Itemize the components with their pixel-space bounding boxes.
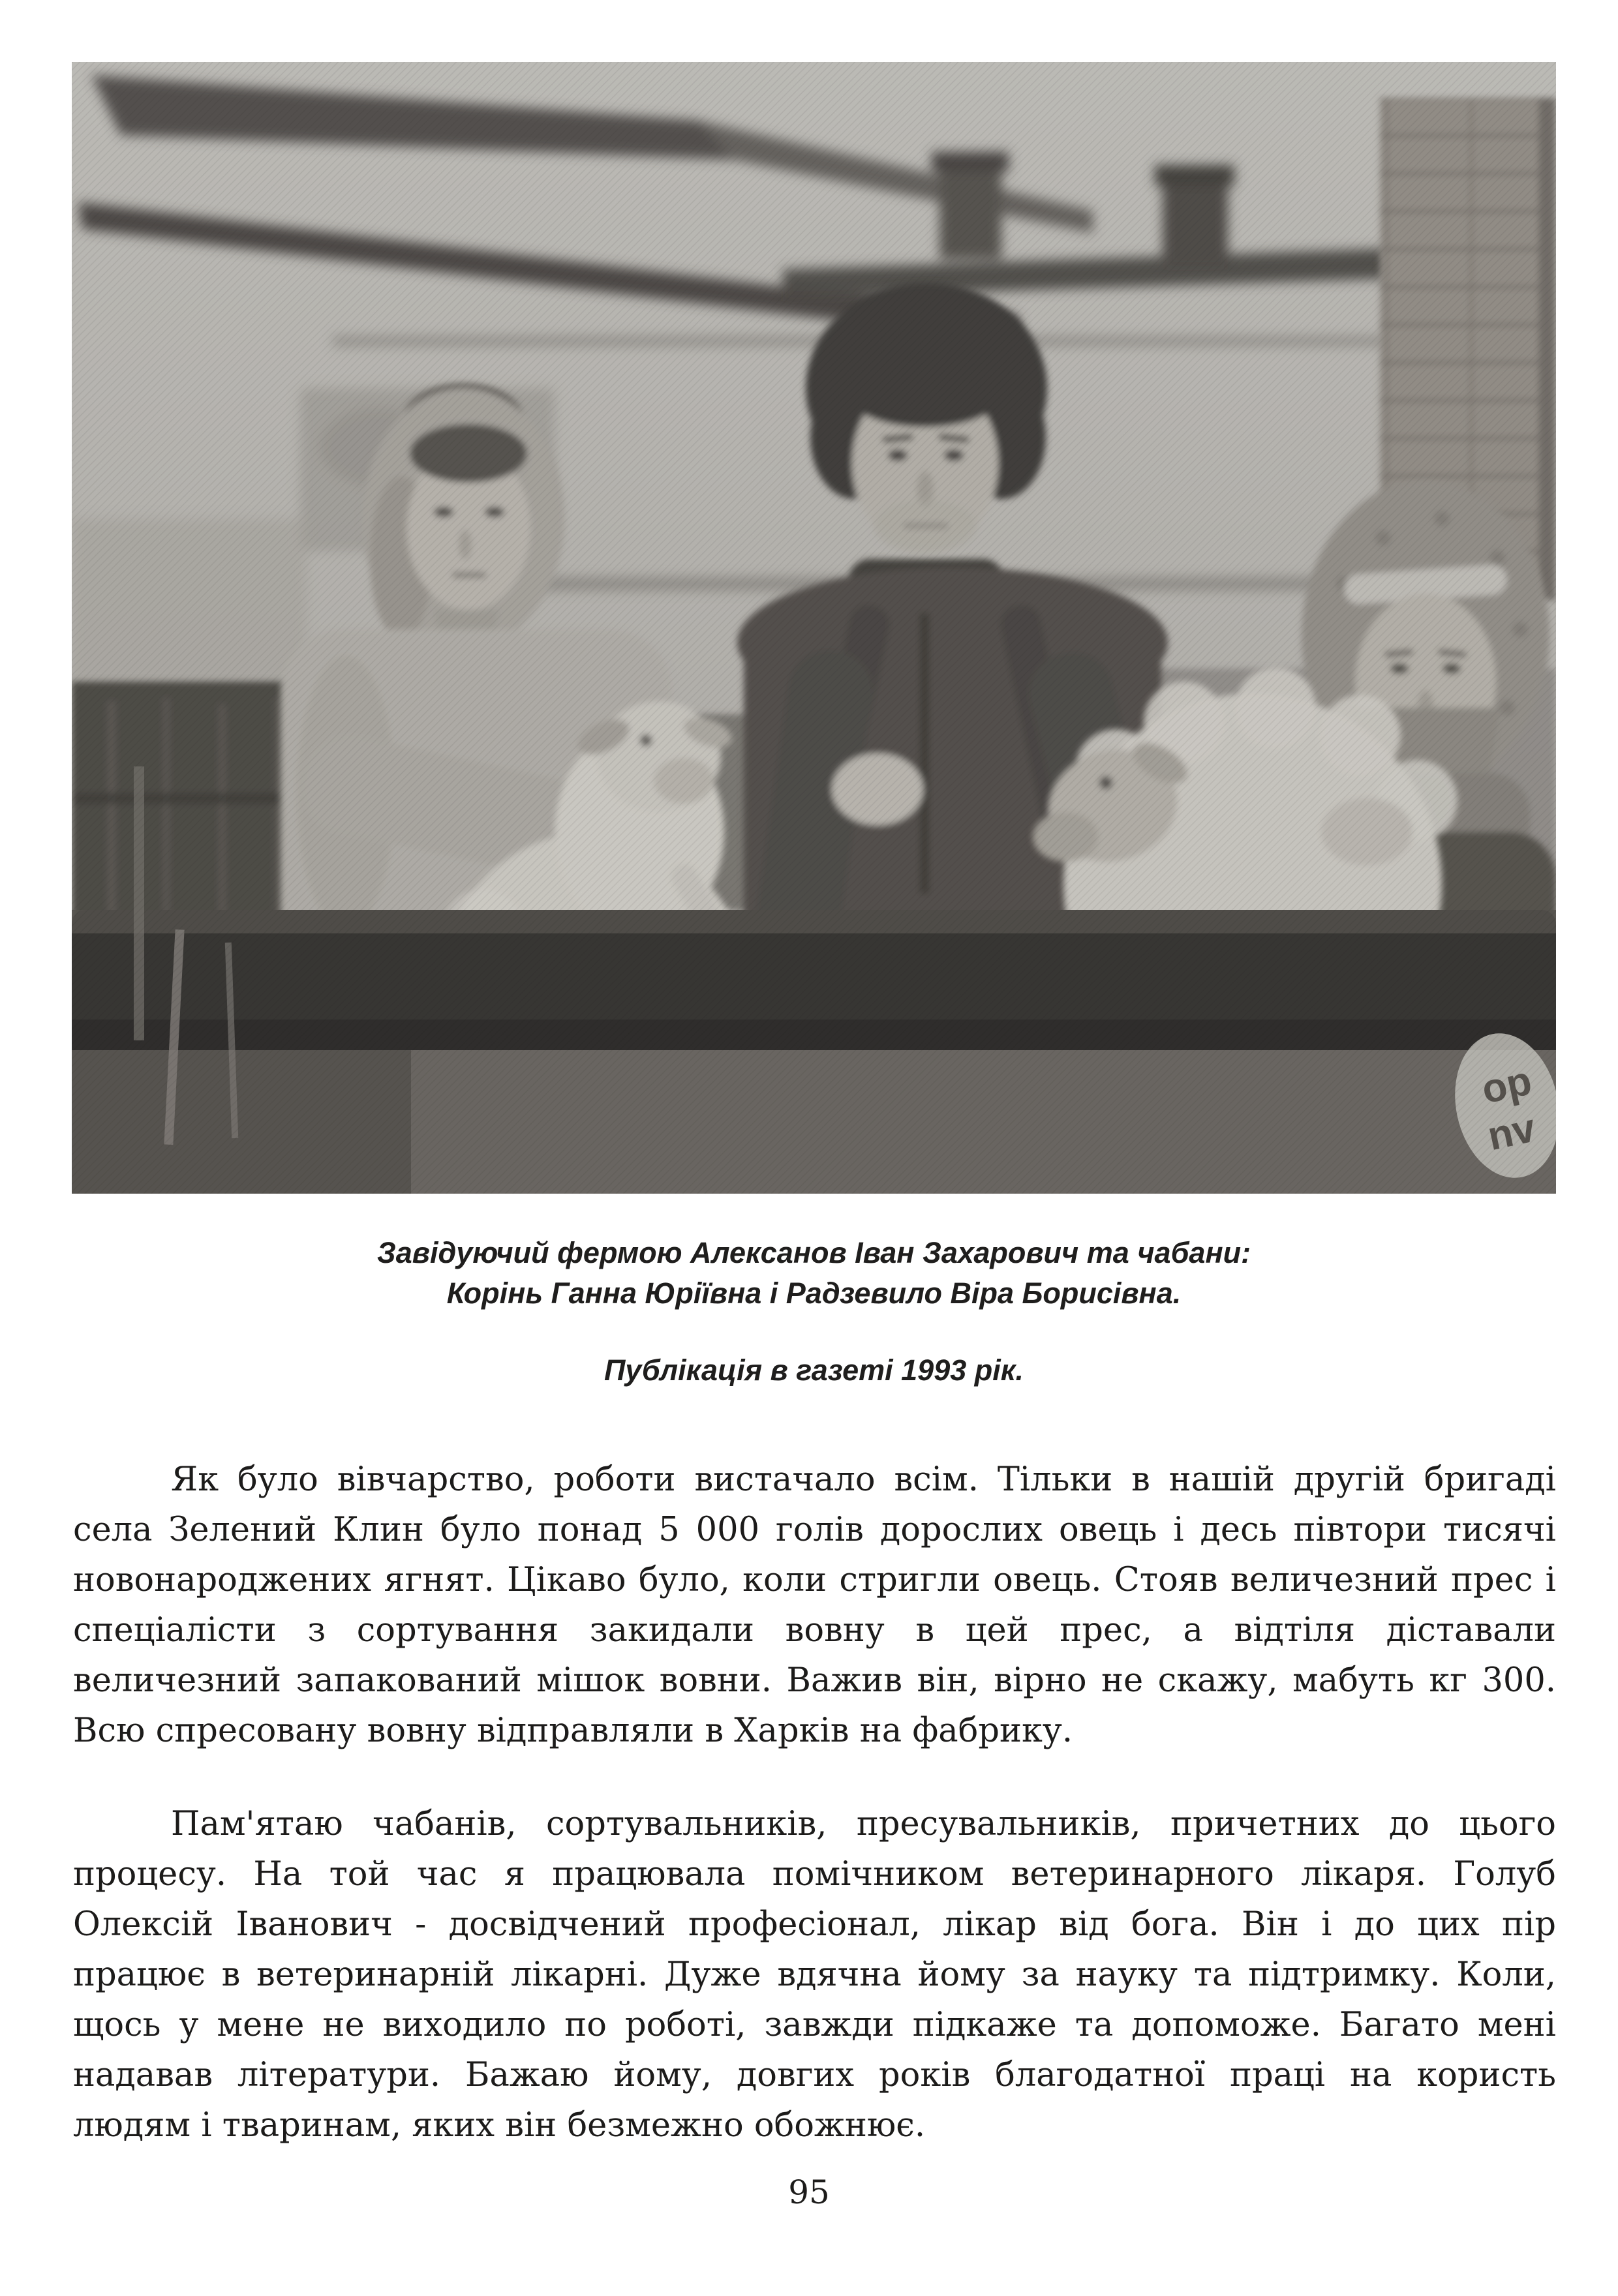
paragraph-2: Пам'ятаю чабанів, сортувальників, пресувальників, причетних до цього процесу. На той час я працювала помічником ветеринарного лікаря. Голуб Олексій Іванович - досвідчений професіонал, лікар від бога. Він і до цих пір працює в ветеринарній лікарні. Дуже вдячна йому за науку та підтримку. Коли, щось у мене не виходило по роботі, завжди підкаже та допоможе. Багато мені надавав літератури. Бажаю йому, довгих років благодатної праці на користь людям і тваринам, яких він безмежно обожнює. — [73, 1805, 1556, 2145]
page-number: 95 — [788, 2173, 830, 2211]
paragraph-1: Як було вівчарство, роботи вистачало всім. Тільки в нашій другій бригаді села Зелений Клин було понад 5 000 голів дорослих овець і десь півтори тисячі новонароджених ягнят. Цікаво було, коли стригли овець. Стояв величезний прес і спеціалісти з сортування закидали вовну в цей прес, а відтіля діставали величезний запакований мішок вовни. Важив він, вірно не скажу, мабуть кг 300. Всю спресовану вовну відправляли в Харків на фабрику. — [73, 1460, 1556, 1750]
book-page — [0, 62, 1618, 2296]
farm-photo — [72, 62, 1556, 1194]
caption-line-3: Публікація в газеті 1993 рік. — [603, 1353, 1024, 1387]
caption-line-2: Корінь Ганна Юріївна і Радзевило Віра Борисівна. — [446, 1276, 1182, 1310]
farm-photo-figure — [72, 62, 1556, 1194]
caption-line-1: Завідуючий фермою Алексанов Іван Захарович та чабани: — [376, 1236, 1251, 1269]
body-text — [73, 1455, 1556, 2151]
grain-overlay — [72, 62, 1556, 1194]
photo-caption — [72, 1233, 1556, 1391]
